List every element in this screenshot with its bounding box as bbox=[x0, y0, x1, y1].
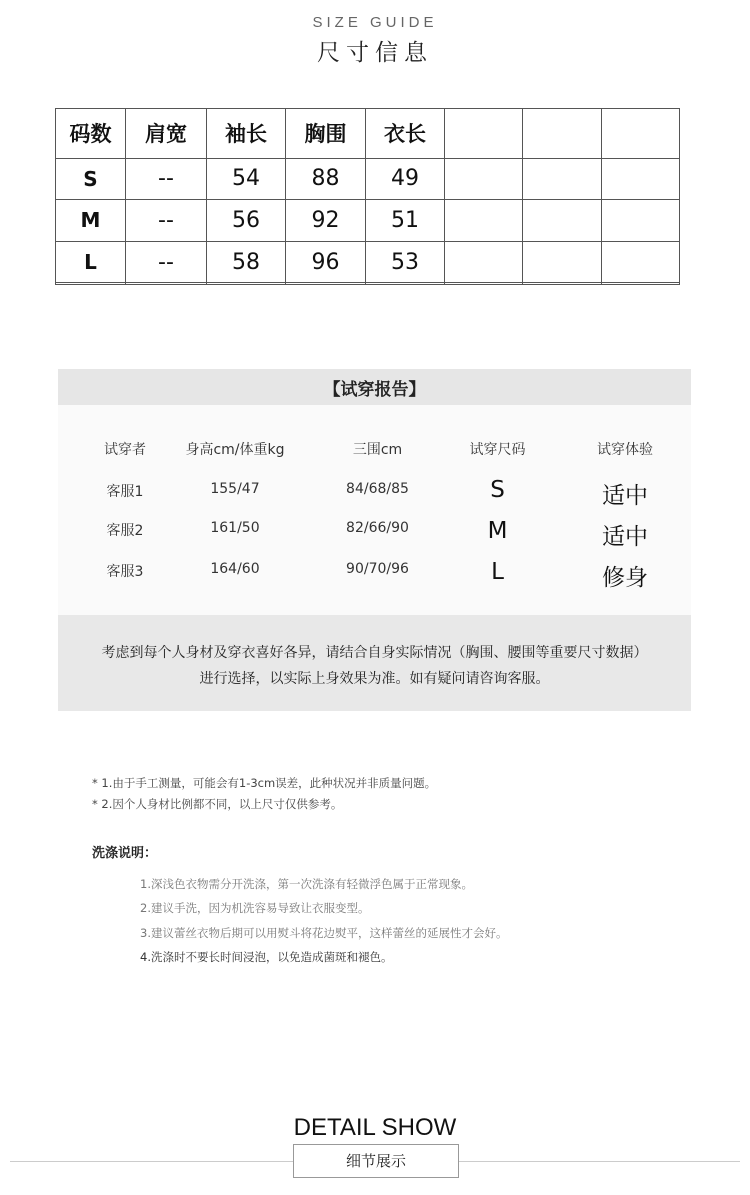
table-cell bbox=[523, 241, 602, 283]
table-cell bbox=[366, 283, 445, 285]
report-cell-tester: 客服3 bbox=[106, 564, 144, 580]
size-table-header-cell bbox=[523, 109, 602, 159]
size-table-header-cell: 胸围 bbox=[286, 109, 366, 159]
table-cell bbox=[602, 158, 680, 200]
report-header-size: 试穿尺码 bbox=[469, 442, 526, 458]
table-cell bbox=[286, 283, 366, 285]
table-cell: 56 bbox=[207, 200, 286, 242]
size-cell: L bbox=[56, 241, 126, 283]
table-cell bbox=[445, 241, 523, 283]
report-cell-measurements: 90/70/96 bbox=[346, 561, 409, 577]
washing-item: 1.深浅色衣物需分开洗涤，第一次洗涤有轻微浮色属于正常现象。 bbox=[140, 877, 473, 891]
size-table-row bbox=[56, 283, 680, 285]
detail-show-title-cn: 细节展示 bbox=[293, 1144, 459, 1178]
table-cell: 58 bbox=[207, 241, 286, 283]
table-cell: -- bbox=[126, 200, 207, 242]
washing-item: 2.建议手洗，因为机洗容易导致让衣服变型。 bbox=[140, 901, 370, 915]
table-cell: 54 bbox=[207, 158, 286, 200]
report-header-tester: 试穿者 bbox=[104, 442, 146, 458]
table-cell: 51 bbox=[366, 200, 445, 242]
disclaimer-1: * 1.由于手工测量，可能会有1-3cm误差，此种状况并非质量问题。 bbox=[92, 776, 437, 790]
report-cell-measurements: 84/68/85 bbox=[346, 481, 409, 497]
table-cell: 53 bbox=[366, 241, 445, 283]
table-cell: 49 bbox=[366, 158, 445, 200]
size-cell: M bbox=[56, 200, 126, 242]
report-cell-height-weight: 161/50 bbox=[210, 520, 260, 536]
report-title: 【试穿报告】 bbox=[323, 380, 426, 400]
washing-item: 3.建议蕾丝衣物后期可以用熨斗将花边熨平，这样蕾丝的延展性才会好。 bbox=[140, 926, 508, 940]
table-cell bbox=[602, 200, 680, 242]
note-line-1: 考虑到每个人身材及穿衣喜好各异，请结合自身实际情况（胸围、腰围等重要尺寸数据） bbox=[101, 645, 648, 661]
table-cell bbox=[445, 158, 523, 200]
table-cell bbox=[126, 283, 207, 285]
table-cell bbox=[602, 283, 680, 285]
size-table-header-cell: 衣长 bbox=[366, 109, 445, 159]
report-cell-height-weight: 155/47 bbox=[210, 481, 260, 497]
report-cell-tester: 客服1 bbox=[106, 484, 144, 500]
size-cell: S bbox=[56, 158, 126, 200]
washing-item: 4.洗涤时不要长时间浸泡，以免造成菌斑和褪色。 bbox=[140, 950, 393, 964]
report-cell-size: M bbox=[487, 518, 508, 544]
size-table-header-cell: 袖长 bbox=[207, 109, 286, 159]
note-line-2: 进行选择，以实际上身效果为准。如有疑问请咨询客服。 bbox=[199, 671, 550, 687]
size-table-header-cell bbox=[602, 109, 680, 159]
table-cell bbox=[523, 158, 602, 200]
table-cell: -- bbox=[126, 158, 207, 200]
table-cell: 92 bbox=[286, 200, 366, 242]
table-cell bbox=[445, 200, 523, 242]
washing-title: 洗涤说明： bbox=[92, 846, 158, 861]
size-guide-title-en: SIZE GUIDE bbox=[312, 14, 438, 31]
disclaimer-2: * 2.因个人身材比例都不同，以上尺寸仅供参考。 bbox=[92, 797, 343, 811]
report-cell-measurements: 82/66/90 bbox=[346, 520, 409, 536]
table-cell bbox=[445, 283, 523, 285]
note-box bbox=[58, 615, 691, 711]
report-cell-size: S bbox=[490, 477, 505, 503]
table-cell: 88 bbox=[286, 158, 366, 200]
table-cell: 96 bbox=[286, 241, 366, 283]
table-cell bbox=[602, 241, 680, 283]
table-cell bbox=[207, 283, 286, 285]
size-table-row bbox=[56, 200, 680, 242]
table-cell: -- bbox=[126, 241, 207, 283]
report-header-experience: 试穿体验 bbox=[597, 442, 653, 458]
table-cell bbox=[523, 200, 602, 242]
table-cell bbox=[523, 283, 602, 285]
size-table-header-cell: 码数 bbox=[56, 109, 126, 159]
report-cell-height-weight: 164/60 bbox=[210, 561, 260, 577]
size-table bbox=[55, 108, 680, 285]
detail-show-title-en: DETAIL SHOW bbox=[293, 1114, 457, 1141]
report-header-measurements: 三围cm bbox=[352, 442, 403, 458]
report-cell-experience: 适中 bbox=[602, 483, 648, 509]
report-cell-size: L bbox=[491, 559, 504, 585]
size-table-row bbox=[56, 158, 680, 200]
table-cell bbox=[56, 283, 126, 285]
size-table-header-row bbox=[56, 109, 680, 159]
report-header-height-weight: 身高cm/体重kg bbox=[185, 442, 285, 458]
size-table-header-cell: 肩宽 bbox=[126, 109, 207, 159]
size-guide-title-cn: 尺寸信息 bbox=[317, 40, 433, 66]
size-table-row bbox=[56, 241, 680, 283]
report-cell-experience: 修身 bbox=[602, 565, 648, 591]
report-cell-experience: 适中 bbox=[602, 524, 648, 550]
report-cell-tester: 客服2 bbox=[106, 523, 144, 539]
size-table-header-cell bbox=[445, 109, 523, 159]
